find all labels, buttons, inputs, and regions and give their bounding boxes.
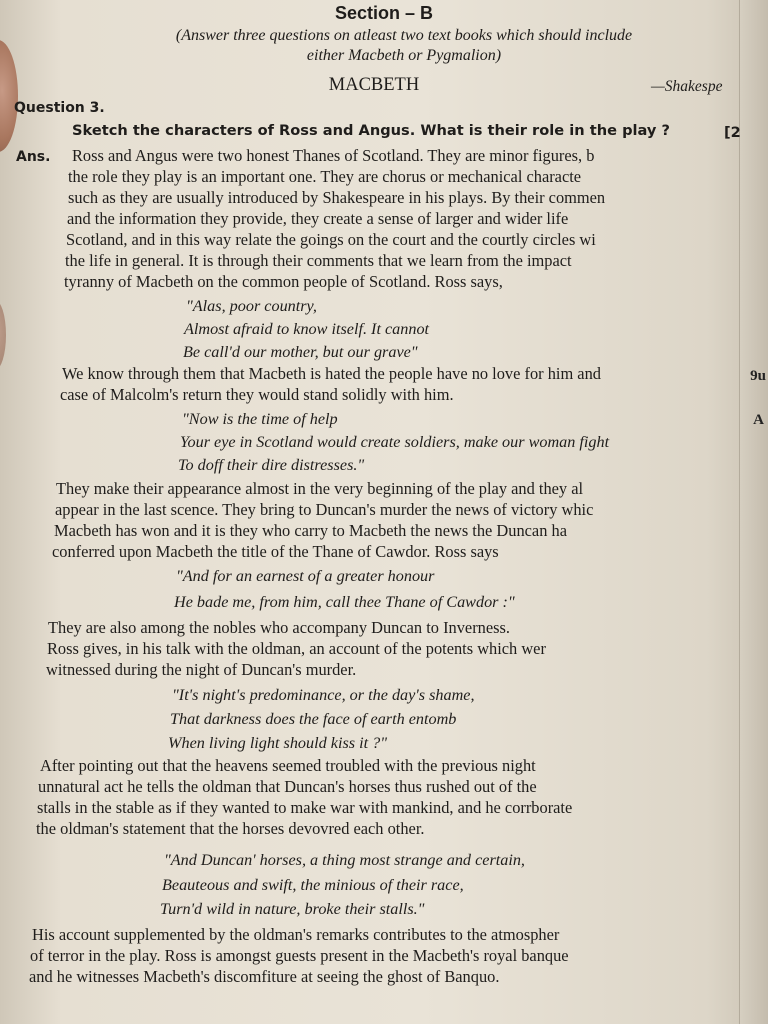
paragraph-1-line: Ross and Angus were two honest Thanes of Scotland. They are minor figures, b <box>72 146 595 165</box>
facing-page-edge <box>739 0 768 1024</box>
paragraph-4-line: They are also among the nobles who accompany Duncan to Inverness. <box>48 618 510 637</box>
paragraph-5-line: the oldman's statement that the horses devovred each other. <box>36 819 425 838</box>
paragraph-6-line: His account supplemented by the oldman's remarks contributes to the atmospher <box>32 925 560 944</box>
paragraph-3-line: conferred upon Macbeth the title of the Thane of Cawdor. Ross says <box>52 542 499 561</box>
quote-5-line: Turn'd wild in nature, broke their stalls." <box>160 900 425 918</box>
paragraph-5-line: After pointing out that the heavens seemed troubled with the previous night <box>40 756 536 775</box>
paragraph-2-line: case of Malcolm's return they would stand solidly with him. <box>60 385 454 404</box>
quote-1-line: Almost afraid to know itself. It cannot <box>184 320 430 338</box>
question-text: Sketch the characters of Ross and Angus. What is their role in the play ? <box>72 122 670 139</box>
paragraph-1-line: Scotland, and in this way relate the goings on the court and the courtly circles wi <box>66 230 596 249</box>
question-label: Question 3. <box>14 100 105 116</box>
quote-5-line: Beauteous and swift, the minious of their race, <box>162 876 464 894</box>
quote-1-line: Be call'd our mother, but our grave" <box>183 343 418 361</box>
quote-4-line: That darkness does the face of earth entomb <box>170 710 457 728</box>
paragraph-1-line: the life in general. It is through their comments that we learn from the impact <box>65 251 572 270</box>
paragraph-1-line: such as they are usually introduced by Shakespeare in his plays. By their commen <box>68 188 606 207</box>
paragraph-3-line: Macbeth has won and it is they who carry to Macbeth the news the Duncan ha <box>54 521 567 540</box>
paragraph-1-line: tyranny of Macbeth on the common people of Scotland. Ross says, <box>64 272 503 291</box>
quote-2-line: "Now is the time of help <box>182 410 338 428</box>
paragraph-4-line: Ross gives, in his talk with the oldman, an account of the potents which wer <box>47 639 546 658</box>
quote-4-line: When living light should kiss it ?" <box>168 734 388 752</box>
paragraph-3-line: They make their appearance almost in the very beginning of the play and they al <box>56 479 584 498</box>
paragraph-6-line: of terror in the play. Ross is amongst guests present in the Macbeth's royal banque <box>30 946 569 965</box>
paragraph-6-line: and he witnesses Macbeth's discomfiture at seeing the ghost of Banquo. <box>29 967 500 986</box>
quote-5-line: "And Duncan' horses, a thing most strange and certain, <box>164 851 525 869</box>
paragraph-2-line: We know through them that Macbeth is hated the people have no love for him and <box>62 364 601 383</box>
instruction-line-2: either Macbeth or Pygmalion) <box>306 47 502 64</box>
facing-page-fragment: 9u <box>750 368 766 384</box>
quote-3-line: "And for an earnest of a greater honour <box>176 567 435 585</box>
paragraph-3-line: appear in the last scence. They bring to Duncan's murder the news of victory whic <box>55 500 594 519</box>
thumb-shadow <box>0 40 18 152</box>
play-author: —Shakespe <box>651 78 723 95</box>
facing-page-fragment: A <box>753 412 764 428</box>
play-title: MACBETH <box>328 75 420 95</box>
instruction-line-1: (Answer three questions on atleast two text books which should include <box>175 27 633 44</box>
paragraph-1-line: the role they play is an important one. They are chorus or mechanical characte <box>68 167 582 186</box>
question-marks: [2 <box>724 124 741 141</box>
paragraph-5-line: unnatural act he tells the oldman that Duncan's horses thus rushed out of the <box>38 777 537 796</box>
paragraph-5-line: stalls in the stable as if they wanted to make war with mankind, and he corrborate <box>37 798 573 817</box>
quote-1-line: "Alas, poor country, <box>186 297 317 315</box>
quote-2-line: Your eye in Scotland would create soldiers, make our woman fight <box>180 433 610 451</box>
quote-2-line: To doff their dire distresses." <box>178 456 365 474</box>
section-heading: Section – B <box>334 3 434 23</box>
quote-3-line: He bade me, from him, call thee Thane of Cawdor :" <box>174 593 515 611</box>
paragraph-1-line: and the information they provide, they create a sense of larger and wider life <box>67 209 569 228</box>
paragraph-4-line: witnessed during the night of Duncan's murder. <box>46 660 357 679</box>
quote-4-line: "It's night's predominance, or the day's shame, <box>172 686 475 704</box>
answer-label: Ans. <box>16 149 51 165</box>
thumb-shadow-secondary <box>0 300 6 370</box>
